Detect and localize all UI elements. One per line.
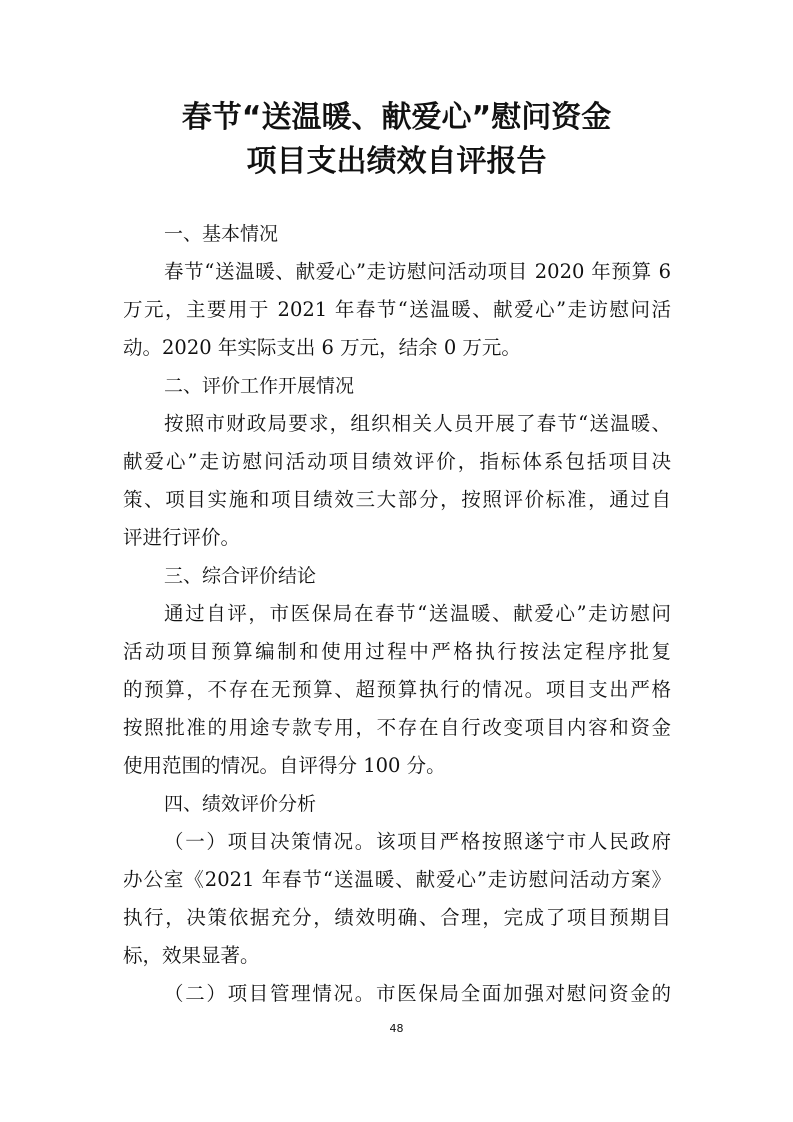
section-heading-conclusion: 三、综合评价结论 (164, 565, 317, 587)
paragraph-line: 评进行评价。 (123, 526, 241, 549)
paragraph-line: 使用范围的情况。自评得分 100 分。 (123, 754, 446, 777)
paragraph-line: 执行，决策依据充分，绩效明确、合理，完成了项目预期目 (123, 906, 671, 929)
paragraph-line: 的预算，不存在无预算、超预算执行的情况。项目支出严格 (123, 678, 671, 701)
section-heading-basic-info: 一、基本情况 (164, 223, 279, 245)
paragraph-line: 动。2020 年实际支出 6 万元，结余 0 万元。 (123, 336, 521, 359)
paragraph-line: （一）项目决策情况。该项目严格按照遂宁市人民政府 (164, 830, 671, 853)
section-heading-performance-analysis: 四、绩效评价分析 (164, 793, 317, 815)
document-title-line-1: 春节“送温暖、献爱心”慰问资金 (181, 100, 612, 135)
paragraph-line: 活动项目预算编制和使用过程中严格执行按法定程序批复 (123, 640, 671, 663)
paragraph-line: 通过自评，市医保局在春节“送温暖、献爱心”走访慰问 (164, 602, 671, 625)
paragraph-line: 献爱心”走访慰问活动项目绩效评价，指标体系包括项目决 (123, 450, 671, 473)
section-heading-evaluation-work: 二、评价工作开展情况 (164, 375, 355, 397)
paragraph-line: 标，效果显著。 (123, 944, 260, 967)
paragraph-line: 万元，主要用于 2021 年春节“送温暖、献爱心”走访慰问活 (123, 298, 671, 321)
paragraph-line: 按照市财政局要求，组织相关人员开展了春节“送温暖、 (164, 412, 671, 435)
page-number: 48 (389, 1022, 404, 1035)
paragraph-line: （二）项目管理情况。市医保局全面加强对慰问资金的 (164, 982, 671, 1005)
paragraph-line: 办公室《2021 年春节“送温暖、献爱心”走访慰问活动方案》 (123, 868, 671, 891)
paragraph-line: 按照批准的用途专款专用，不存在自行改变项目内容和资金 (123, 716, 671, 739)
paragraph-line: 策、项目实施和项目绩效三大部分，按照评价标准，通过自 (123, 488, 671, 511)
paragraph-line: 春节“送温暖、献爱心”走访慰问活动项目 2020 年预算 6 (164, 260, 671, 283)
document-title-line-2: 项目支出绩效自评报告 (246, 144, 547, 179)
